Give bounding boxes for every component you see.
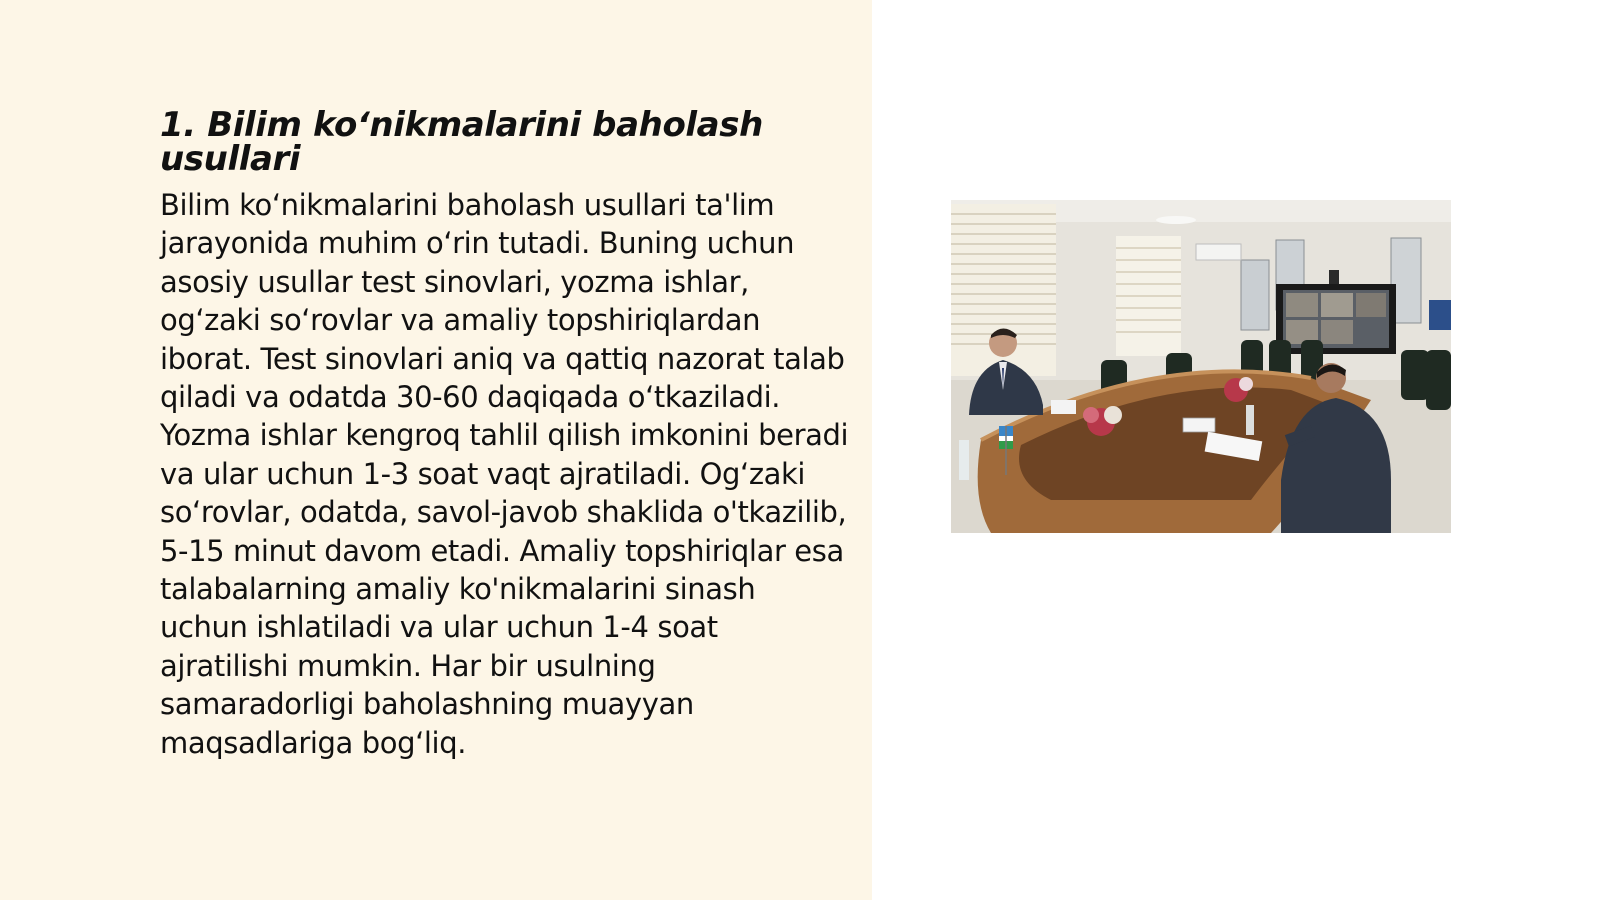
meeting-room-photo [951,200,1451,533]
slide-title: 1. Bilim ko‘nikmalarini baholash usullari [160,105,763,179]
slide-body-text: Bilim ko‘nikmalarini baholash usullari ta'lim jarayonida muhim o‘rin tutadi. Buning uchun asosiy usullar test sinovlari, yozma ishlar, og‘zaki so‘rovlar va amaliy topshiriqlardan iborat. Test sinovlari aniq va qattiq nazorat talab qiladi va odatda 30-60 daqiqada o‘tkaziladi. Yozma ishlar kengroq tahlil qilish imkonini beradi va ular uchun 1-3 soat vaqt ajratiladi. Og‘zaki so‘rovlar, odatda, savol-javob shaklida o'tkazilib, 5-15 minut davom etadi. Amaliy topshiriqlar esa talabalarning amaliy ko'nikmalarini sinash uchun ishlatiladi va ular uchun 1-4 soat ajratilishi mumkin. Har bir usulning samaradorligi baholashning muayyan maqsadlariga bog‘liq. [160,188,849,760]
